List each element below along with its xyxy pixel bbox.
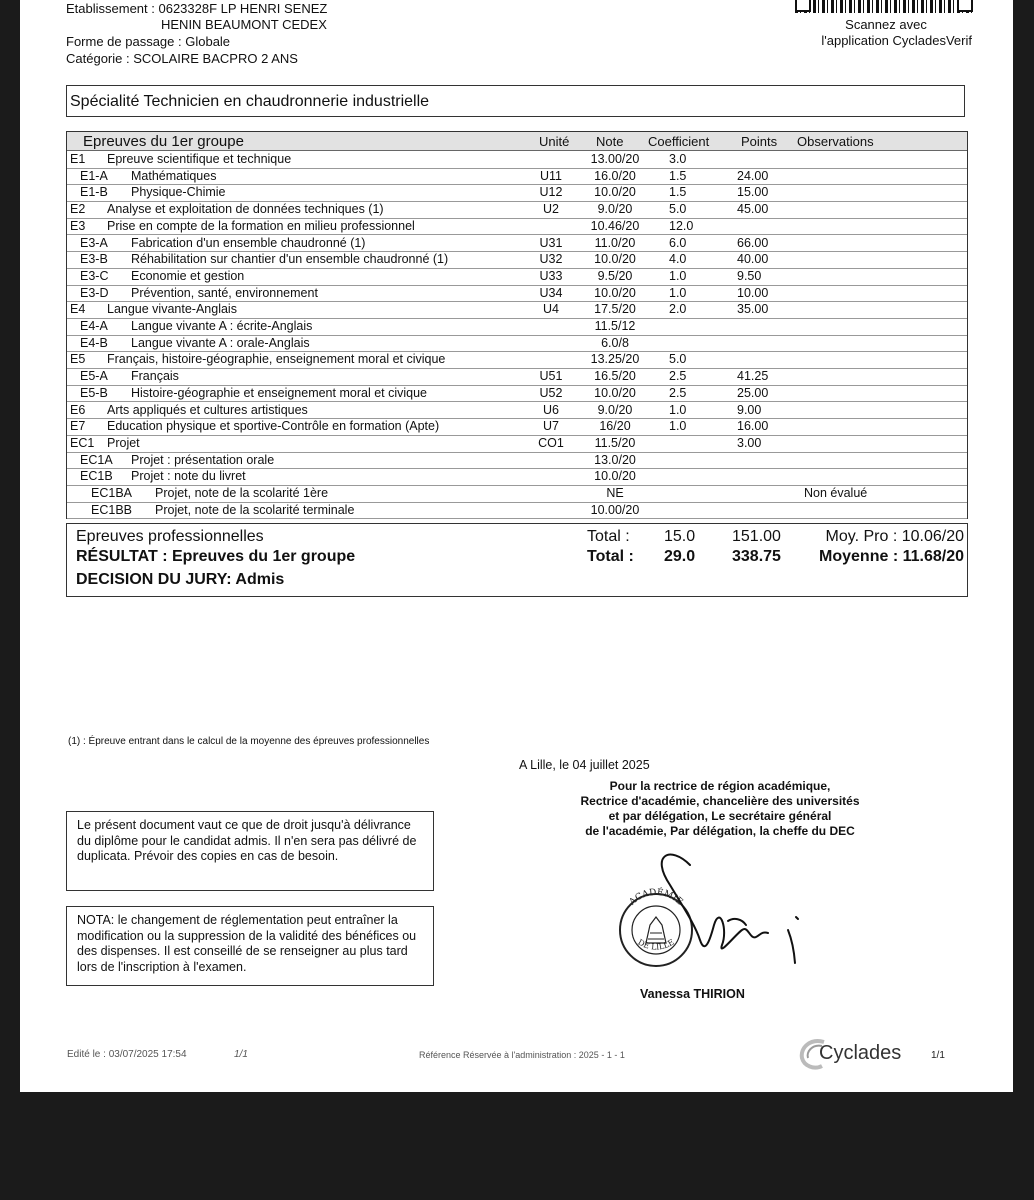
table-row	[67, 285, 967, 303]
svg-text:DE LILLE: DE LILLE	[636, 937, 676, 952]
cell-unite: U31	[539, 235, 563, 250]
result-points: 338.75	[732, 548, 781, 565]
cell-label: Arts appliqués et cultures artistiques	[107, 402, 308, 417]
signatory-name: Vanessa THIRION	[640, 987, 745, 1001]
cell-points: 25.00	[737, 385, 769, 400]
cell-code: E3-A	[80, 235, 108, 250]
cell-note: 16.5/20	[594, 369, 636, 384]
cell-unite: U12	[539, 185, 563, 200]
scan-line2: l'application CycladesVerif	[821, 33, 972, 48]
cell-note: 13.0/20	[594, 452, 636, 467]
result-total-label: Total :	[587, 548, 634, 565]
result-label: RÉSULTAT : Epreuves du 1er groupe	[76, 548, 356, 565]
cell-label: Projet : note du livret	[131, 469, 246, 484]
table-row	[67, 435, 967, 453]
notice-validity	[66, 811, 434, 891]
cell-unite: U2	[543, 202, 559, 217]
cell-unite: U52	[539, 385, 563, 400]
cell-code: E7	[70, 419, 86, 434]
cell-code: E4	[70, 302, 86, 317]
qr-finder-right	[957, 0, 973, 12]
pro-coef: 15.0	[664, 528, 696, 545]
cell-code: EC1	[70, 435, 95, 450]
table-row	[67, 168, 967, 186]
cell-label: Education physique et sportive-Contrôle en formation (Apte)	[107, 419, 440, 434]
cell-label: Analyse et exploitation de données techniques (1)	[107, 202, 384, 217]
cell-note: 16/20	[599, 419, 631, 434]
cell-label: Langue vivante A : orale-Anglais	[131, 335, 310, 350]
cell-coefficient: 2.0	[669, 302, 687, 317]
cell-code: EC1BB	[91, 502, 132, 517]
signature-area	[610, 845, 810, 975]
cell-code: E5-A	[80, 369, 108, 384]
table-row	[67, 368, 967, 386]
etablissement: Etablissement : 0623328F LP HENRI SENEZ	[66, 1, 328, 16]
cell-points: 45.00	[737, 202, 769, 217]
cell-note: 9.0/20	[597, 202, 633, 217]
cell-note: 9.0/20	[597, 402, 633, 417]
cell-label: Langue vivante A : écrite-Anglais	[131, 319, 313, 333]
table-row	[67, 268, 967, 286]
cell-unite: U11	[539, 168, 562, 183]
cell-note: 16.0/20	[594, 168, 636, 183]
cell-points: 15.00	[737, 185, 769, 200]
notice-validity-text: Le présent document vaut ce que de droit jusqu'à délivrance du diplôme pour le candidat admis. Il n'en sera pas délivré de duplicata. Prévoir des copies en cas de besoin.	[77, 818, 417, 863]
table-row	[67, 502, 967, 520]
pro-moyenne: Moy. Pro : 10.06/20	[825, 528, 964, 545]
cell-code: E4-A	[80, 319, 108, 333]
specialite-box	[66, 85, 965, 117]
result-coef: 29.0	[664, 548, 696, 565]
cell-note: 17.5/20	[594, 302, 636, 317]
academie-seal-icon	[620, 886, 692, 966]
cell-label: Histoire-géographie et enseignement moral et civique	[131, 385, 427, 400]
cell-note: 9.5/20	[597, 268, 633, 283]
col-epreuves: Epreuves du 1er groupe	[83, 133, 244, 150]
cell-code: EC1BA	[91, 486, 132, 500]
footer-edited: Edité le : 03/07/2025 17:54	[67, 1049, 187, 1060]
cell-code: E6	[70, 402, 86, 417]
cell-points: 41.25	[737, 369, 769, 384]
pro-points: 151.00	[732, 528, 781, 545]
table-row	[67, 251, 967, 269]
jury-decision: DECISION DU JURY: Admis	[76, 571, 285, 588]
table-row	[67, 235, 967, 253]
cell-points: 35.00	[737, 302, 769, 317]
cell-coefficient: 3.0	[669, 152, 687, 166]
cell-points: 16.00	[737, 419, 769, 434]
cell-coefficient: 12.0	[669, 218, 694, 233]
cell-note: 11.5/20	[594, 435, 636, 450]
grades-table	[66, 131, 968, 519]
cell-note: 10.00/20	[590, 502, 640, 517]
signatory-line4: de l'académie, Par délégation, la cheffe du DEC	[585, 824, 855, 838]
footer-page-right: 1/1	[931, 1050, 945, 1061]
cell-observations: Non évalué	[804, 486, 868, 500]
notice-reglementation-text: NOTA: le changement de réglementation peut entraîner la modification ou la suppression de la validité des bénéfices ou des dispenses. Il est conseillé de se renseigner au plus tard lors de l'inscription à l'examen.	[77, 913, 417, 974]
cell-code: EC1A	[80, 452, 113, 467]
cell-note: 10.0/20	[594, 469, 636, 484]
cell-code: E3-D	[80, 285, 109, 300]
signatory-line2: Rectrice d'académie, chancelière des universités	[580, 794, 860, 808]
table-row	[67, 485, 967, 503]
signature-icon	[662, 855, 798, 963]
col-points: Points	[741, 134, 778, 149]
cell-label: Réhabilitation sur chantier d'un ensemble chaudronné (1)	[131, 252, 449, 267]
table-row	[67, 301, 967, 319]
cell-code: E3-B	[80, 252, 108, 267]
col-unite: Unité	[539, 134, 570, 149]
scan-line1: Scannez avec	[845, 17, 927, 32]
cell-points: 66.00	[737, 235, 769, 250]
cell-note: 13.00/20	[590, 152, 640, 166]
cell-coefficient: 5.0	[669, 202, 687, 217]
cell-label: Economie et gestion	[131, 268, 245, 283]
col-note: Note	[596, 134, 624, 149]
cell-note: 10.0/20	[594, 252, 636, 267]
table-row	[67, 402, 967, 420]
cell-code: EC1B	[80, 469, 113, 484]
forme-passage: Forme de passage : Globale	[66, 34, 231, 49]
categorie: Catégorie : SCOLAIRE BACPRO 2 ANS	[66, 51, 298, 66]
cell-coefficient: 1.5	[669, 168, 687, 183]
qr-finder-left	[795, 0, 811, 12]
document-page	[20, 0, 1013, 1092]
table-row	[67, 468, 967, 486]
footer-page-left: 1/1	[234, 1049, 248, 1060]
qr-code	[795, 0, 973, 13]
cell-note: 10.0/20	[594, 185, 636, 200]
cell-label: Projet	[107, 435, 140, 450]
table-row	[67, 318, 967, 336]
cell-note: 11.0/20	[594, 235, 636, 250]
table-row	[67, 452, 967, 470]
cell-note: 10.0/20	[594, 385, 636, 400]
cell-unite: CO1	[538, 435, 564, 450]
cell-note: 10.46/20	[590, 218, 640, 233]
cell-coefficient: 6.0	[669, 235, 687, 250]
table-row	[67, 335, 967, 353]
cell-coefficient: 2.5	[669, 385, 687, 400]
cell-label: Epreuve scientifique et technique	[107, 152, 292, 166]
cell-coefficient: 1.0	[669, 268, 687, 283]
cell-unite: U6	[543, 402, 559, 417]
cell-points: 3.00	[737, 435, 762, 450]
footnote: (1) : Épreuve entrant dans le calcul de la moyenne des épreuves professionnelles	[68, 736, 430, 747]
cell-label: Prise en compte de la formation en milieu professionnel	[107, 218, 415, 233]
cell-code: E5	[70, 352, 86, 367]
cell-label: Langue vivante-Anglais	[107, 302, 237, 317]
result-box	[66, 523, 968, 597]
cell-code: E1-A	[80, 168, 108, 183]
cell-label: Mathématiques	[131, 168, 217, 183]
cell-note: 10.0/20	[594, 285, 636, 300]
cell-code: E3-C	[80, 268, 109, 283]
cell-label: Prévention, santé, environnement	[131, 285, 318, 300]
cell-code: E5-B	[80, 385, 108, 400]
specialite: Spécialité Technicien en chaudronnerie industrielle	[70, 93, 430, 110]
cell-points: 9.00	[737, 402, 762, 417]
cell-label: Projet, note de la scolarité terminale	[155, 502, 355, 517]
col-coefficient: Coefficient	[648, 134, 710, 149]
cell-label: Physique-Chimie	[131, 185, 226, 200]
cell-code: E2	[70, 202, 86, 217]
cell-coefficient: 1.0	[669, 419, 687, 434]
cell-unite: U32	[539, 252, 563, 267]
table-row	[67, 151, 967, 169]
cell-label: Fabrication d'un ensemble chaudronné (1)	[131, 235, 366, 250]
signatory-line3: et par délégation, Le secrétaire général	[608, 809, 832, 823]
cell-points: 40.00	[737, 252, 769, 267]
cell-note: 13.25/20	[590, 352, 640, 367]
cell-coefficient: 2.5	[669, 369, 687, 384]
cell-points: 24.00	[737, 168, 769, 183]
cell-note: 6.0/8	[601, 335, 629, 350]
cell-note: NE	[606, 486, 624, 500]
ville: HENIN BEAUMONT CEDEX	[161, 17, 327, 32]
signatory-line1: Pour la rectrice de région académique,	[609, 779, 831, 793]
pro-label: Epreuves professionnelles	[76, 528, 264, 545]
seal-and-signature	[610, 845, 810, 975]
table-row	[67, 218, 967, 236]
pro-total-label: Total :	[587, 528, 630, 545]
cell-unite: U4	[543, 302, 559, 317]
footer-reference: Référence Réservée à l'administration : 2025 - 1 - 1	[419, 1050, 625, 1060]
cell-label: Français, histoire-géographie, enseignement moral et civique	[107, 352, 446, 367]
cell-unite: U7	[543, 419, 559, 434]
cell-coefficient: 1.0	[669, 285, 687, 300]
result-moyenne: Moyenne : 11.68/20	[819, 548, 964, 565]
cell-points: 10.00	[737, 285, 769, 300]
svg-text:ACADÉMIE: ACADÉMIE	[627, 887, 685, 908]
table-row	[67, 201, 967, 219]
table-row	[67, 385, 967, 403]
cell-label: Projet : présentation orale	[131, 452, 275, 467]
cell-coefficient: 4.0	[669, 252, 687, 267]
cell-code: E1-B	[80, 185, 108, 200]
cell-label: Français	[131, 369, 179, 384]
cell-code: E1	[70, 152, 86, 166]
col-observations: Observations	[797, 134, 874, 149]
table-header	[67, 132, 967, 151]
notice-reglementation	[66, 906, 434, 986]
cell-code: E4-B	[80, 335, 108, 350]
cell-coefficient: 1.0	[669, 402, 687, 417]
cell-label: Projet, note de la scolarité 1ère	[155, 486, 329, 500]
cyclades-brand: Cyclades	[819, 1042, 902, 1064]
place-date: A Lille, le 04 juillet 2025	[519, 758, 650, 772]
cell-note: 11.5/12	[594, 319, 636, 333]
cell-unite: U51	[539, 369, 563, 384]
cell-coefficient: 5.0	[669, 352, 687, 367]
cell-code: E3	[70, 218, 86, 233]
table-row	[67, 351, 967, 369]
table-row	[67, 184, 967, 202]
cell-points: 9.50	[737, 268, 762, 283]
cell-coefficient: 1.5	[669, 185, 687, 200]
signatory-block	[540, 779, 900, 839]
cyclades-logo	[798, 1036, 908, 1070]
table-row	[67, 418, 967, 436]
cell-unite: U33	[539, 268, 563, 283]
cell-unite: U34	[539, 285, 563, 300]
